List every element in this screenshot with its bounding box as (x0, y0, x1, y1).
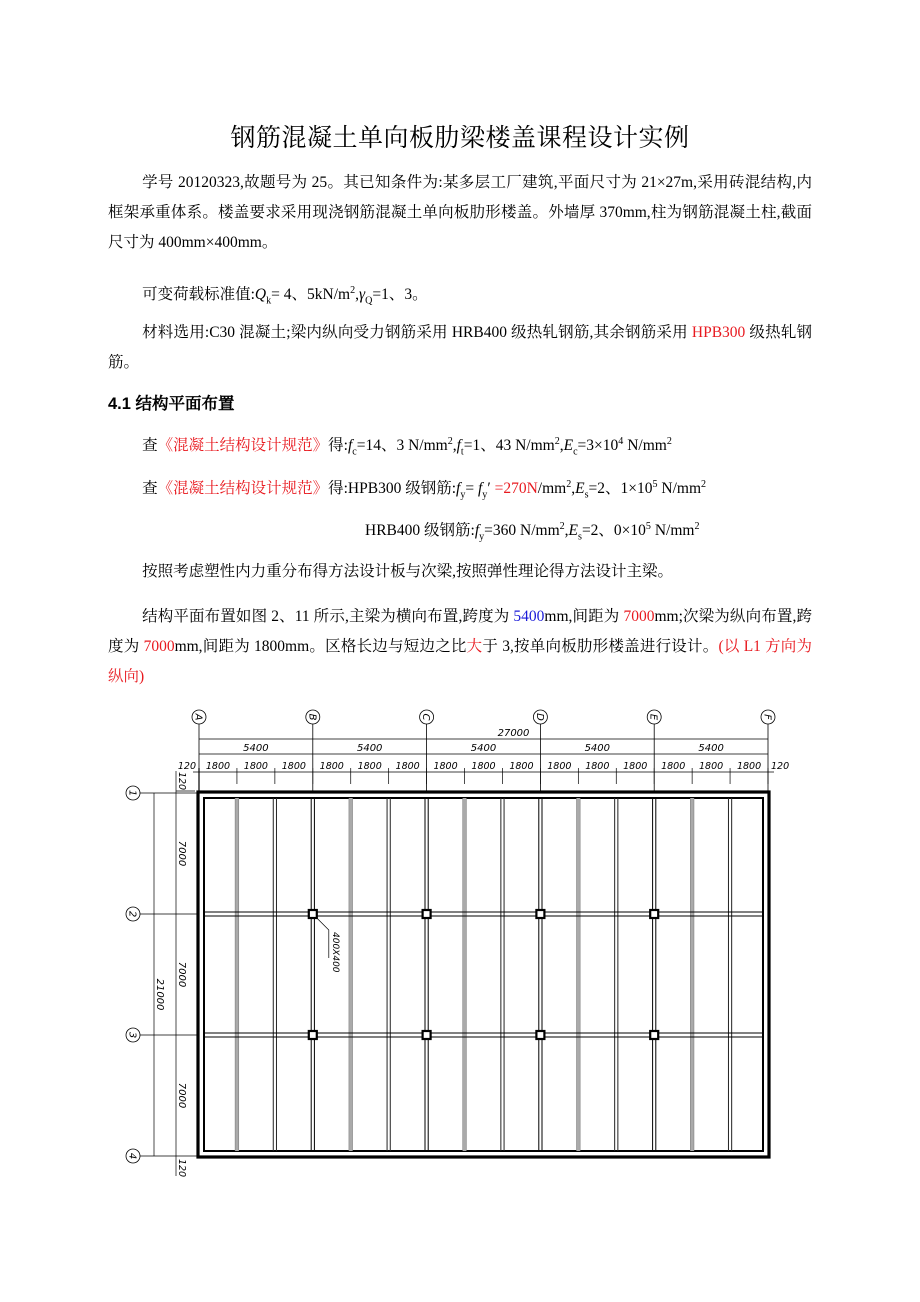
inner-wall-line (204, 798, 763, 1151)
ec-exponent: 4 (618, 436, 624, 447)
ft-sup: 2 (554, 436, 560, 447)
symbol-es-sub: s (584, 489, 589, 501)
fy-unit-sup: 2 (566, 479, 572, 490)
separator: , (452, 437, 457, 455)
ec-unit-sup: 2 (666, 436, 672, 447)
dimension-edge-bottom: 120 (176, 1158, 187, 1178)
column-tag-leader (317, 918, 329, 958)
ec-value: =3×10 (577, 437, 619, 455)
dimension-sub-x: 1800 (433, 761, 458, 772)
es-unit-sup: 2 (701, 479, 707, 490)
fc-sup: 2 (447, 436, 453, 447)
dimension-sub-x: 1800 (281, 761, 306, 772)
symbol-es: E (575, 480, 585, 498)
layout-text-1: 结构平面布置如图 2、11 所示,主梁为横向布置,跨度为 (142, 608, 514, 625)
symbol-fy-sub: y (460, 489, 466, 501)
secondary-beam-fill (349, 798, 352, 1151)
dimension-bay-x: 5400 (698, 743, 724, 754)
hpb-params-line (108, 470, 812, 510)
layout-text-2: mm,间距为 (544, 608, 624, 625)
materials-highlight: HPB300 (691, 324, 746, 341)
dimension-bay-y: 7000 (176, 1082, 187, 1109)
axis-label-3: 3 (126, 1031, 138, 1039)
es-exponent: 5 (652, 479, 658, 490)
symbol-ft: f (456, 437, 461, 455)
dimension-sub-x: 1800 (243, 761, 268, 772)
hpb-label: 得:HPB300 级钢筋: (328, 480, 457, 498)
dimension-bay-x: 5400 (584, 743, 611, 754)
ec-unit: N/mm (623, 437, 667, 455)
load-paragraph (108, 276, 812, 316)
axis-label-A: A (192, 713, 204, 721)
document-title: 钢筋混凝土单向板肋梁楼盖课程设计实例 (230, 123, 690, 152)
de-text: 得: (328, 437, 348, 455)
column (536, 1031, 544, 1039)
dimension-sub-x: 1800 (547, 761, 572, 772)
separator: , (564, 522, 569, 540)
column (309, 910, 317, 918)
dimension-edge-right: 120 (771, 761, 790, 772)
dimension-sub-x: 1800 (623, 761, 648, 772)
symbol-q-sub: k (266, 295, 272, 307)
es-unit: N/mm (650, 522, 695, 540)
secondary-beam-fill (463, 798, 466, 1151)
symbol-fc-sub: c (352, 446, 357, 458)
secondary-beam-fill (577, 798, 580, 1151)
symbol-fy: f (474, 522, 480, 540)
column (423, 910, 431, 918)
fy-unit: /mm (537, 480, 567, 498)
dimension-sub-x: 1800 (509, 761, 534, 772)
concrete-params-line (108, 427, 812, 467)
es-unit: N/mm (657, 480, 702, 498)
dimension-sub-x: 1800 (205, 761, 231, 772)
es-unit-sup: 2 (694, 521, 700, 532)
materials-paragraph (108, 318, 812, 378)
intro-paragraph: 学号 20120323,故题号为 25。其已知条件为:某多层工厂建筑,平面尺寸为 21×27m,采用砖混结构,内框架承重体系。楼盖要求采用现浇钢筋混凝土单向板肋形楼盖。外墙厚 370mm,柱为钢筋混凝土柱,截面尺寸为 400mm×400mm。 (108, 174, 812, 251)
axis-label-C: C (420, 713, 432, 721)
section-heading: 4.1 结构平面布置 (108, 395, 235, 413)
dimension-edge-left: 120 (177, 761, 196, 772)
layout-text-3: mm;次梁为纵向布置,跨度为 (108, 608, 812, 655)
fy-value: =360 N/mm (484, 522, 560, 540)
dimension-sub-x: 1800 (585, 761, 610, 772)
column (536, 910, 544, 918)
secondary-beam-fill (235, 798, 238, 1151)
dimension-sub-x: 1800 (471, 761, 496, 772)
dimension-bay-y: 7000 (176, 961, 187, 988)
materials-text-2: 级热轧钢筋。 (108, 324, 812, 371)
column-size-label: 400X400 (329, 932, 340, 973)
code-reference: 《混凝土结构设计规范》 (157, 437, 329, 455)
separator: , (559, 437, 564, 455)
outer-wall (198, 792, 769, 1157)
cha-text: 查 (142, 480, 158, 498)
symbol-gamma-sub: Q (365, 295, 373, 307)
column (423, 1031, 431, 1039)
symbol-gamma: γ (358, 286, 366, 304)
floor-plan-svg (110, 700, 810, 1190)
hrb-label: HRB400 级钢筋: (365, 522, 475, 540)
code-reference: 《混凝土结构设计规范》 (157, 480, 329, 498)
method-paragraph: 按照考虑塑性内力重分布得方法设计板与次梁,按照弹性理论得方法设计主梁。 (142, 563, 673, 580)
dimension-bay-y: 7000 (176, 840, 187, 867)
dimension-sub-x: 1800 (736, 761, 762, 772)
dimension-bay-x: 5400 (356, 743, 383, 754)
dimension-edge-top: 120 (176, 771, 187, 791)
layout-paragraph (108, 602, 812, 692)
symbol-es-sub: s (578, 531, 582, 543)
layout-text-5: 于 3,按单向板肋形楼盖进行设计。 (482, 638, 719, 655)
symbol-es: E (568, 522, 579, 540)
axis-label-1: 1 (126, 789, 138, 797)
structural-plan-drawing (110, 700, 810, 1190)
dimension-sub-x: 1800 (319, 761, 344, 772)
q-value: = 4、5kN/m (271, 286, 351, 304)
equals: = (465, 480, 478, 498)
dimension-sub-x: 1800 (357, 761, 382, 772)
column (650, 1031, 658, 1039)
symbol-q: Q (254, 286, 267, 304)
symbol-fy-sub: y (479, 531, 485, 543)
dimension-sub-x: 1800 (699, 761, 724, 772)
es-exponent: 5 (645, 521, 651, 532)
separator: , (571, 480, 576, 498)
axis-label-4: 4 (126, 1152, 138, 1160)
prime-mark: ′ (487, 480, 495, 498)
fy-sup: 2 (559, 521, 565, 532)
q-unit-sup: 2 (350, 285, 356, 296)
es-value: =2、1×10 (588, 480, 653, 498)
es-value: =2、0×10 (581, 522, 646, 540)
symbol-ec: E (563, 437, 574, 455)
axis-label-D: D (533, 713, 545, 721)
main-beam-span: 5400 (513, 608, 545, 625)
dimension-bay-x: 5400 (243, 743, 269, 754)
symbol-ft-sub: t (460, 446, 464, 458)
cha-text: 查 (142, 437, 158, 455)
dimension-sub-x: 1800 (395, 761, 420, 772)
symbol-ec-sub: c (573, 446, 578, 458)
fy-value: =270N (494, 480, 538, 498)
column (650, 910, 658, 918)
symbol-fy: f (456, 480, 461, 498)
materials-text-1: 材料选用:C30 混凝土;梁内纵向受力钢筋采用 HRB400 级热轧钢筋,其余钢筋采用 (142, 324, 692, 341)
axis-label-2: 2 (126, 910, 138, 918)
secondary-beam-fill (691, 798, 694, 1151)
symbol-fy-prime-sub: y (482, 489, 488, 501)
column (309, 1031, 317, 1039)
gamma-value: =1、3。 (372, 286, 428, 304)
layout-text-4: mm,间距为 1800mm。区格长边与短边之比 (174, 638, 467, 655)
dimension-sub-x: 1800 (661, 761, 686, 772)
ft-value: =1、43 N/mm (463, 437, 555, 455)
main-beam-spacing: 7000 (623, 608, 655, 625)
fc-value: =14、3 N/mm (356, 437, 448, 455)
separator: , (355, 286, 359, 304)
secondary-beam-span: 7000 (143, 638, 175, 655)
symbol-fc: f (347, 437, 353, 455)
dimension-bay-x: 5400 (470, 743, 497, 754)
dimension-overall-x: 27000 (497, 728, 530, 739)
load-label: 可变荷载标准值: (142, 286, 255, 304)
axis-label-F: F (761, 714, 773, 720)
hrb-params-line (365, 512, 825, 552)
axis-label-E: E (647, 713, 659, 721)
symbol-fy-prime: f (477, 480, 483, 498)
dimension-overall-y: 21000 (154, 978, 165, 1011)
highlight-da: 大 (466, 638, 483, 655)
direction-note: (以 L1 方向为纵向) (108, 638, 812, 685)
axis-label-B: B (306, 713, 318, 721)
